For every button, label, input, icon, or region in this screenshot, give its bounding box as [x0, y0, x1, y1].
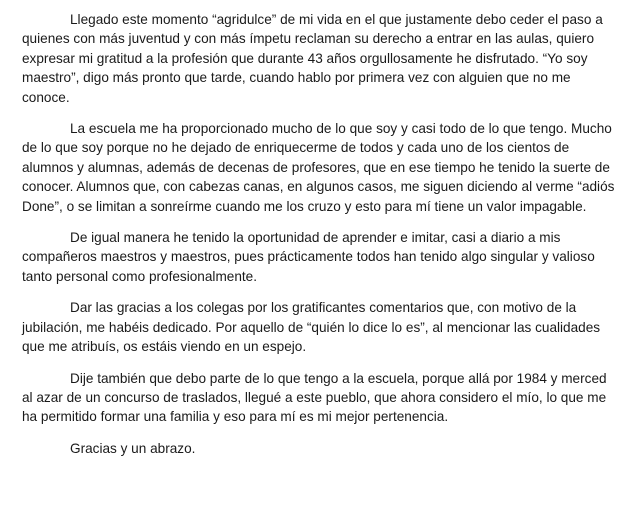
- paragraph-colleagues: De igual manera he tenido la oportunidad de aprender e imitar, casi a diario a mis compañeros maestros y maestros, pues prácticamente todos han tenido algo singular y valioso tanto personal como profesionalmente.: [22, 230, 595, 284]
- paragraph-school: La escuela me ha proporcionado mucho de lo que soy y casi todo de lo que tengo. Mucho de lo que soy porque no he dejado de enriquecerme de todos y cada uno de los cientos de alumnos y alumnas, además de decenas de profesores, que en ese tiempo he tenido la suerte de conocer. Alumnos que, con cabezas canas, en algunos casos, me siguen diciendo al verme “adiós Done”, o se limitan a sonreírme cuando me los cruzo y esto para mí tiene un valor impagable.: [22, 121, 615, 214]
- paragraph-village: Dije también que debo parte de lo que tengo a la escuela, porque allá por 1984 y merced al azar de un concurso de traslados, llegué a este pueblo, que ahora considero el mío, lo que me ha permitido formar una familia y eso para mí es mi mejor pertenencia.: [22, 370, 607, 425]
- paragraph-gratitude: Llegado este momento “agridulce” de mi vida en el que justamente debo ceder el paso a quienes con más juventud y con más ímpetu reclaman su derecho a entrar en las aulas, quiero expresar mi gratitud a la profesión que durante 43 años orgullosamente he disfrutado. “Yo soy maestro”, digo más pronto que tarde, cuando hablo por primera vez con alguien que no me conoce.: [22, 12, 603, 105]
- paragraph-closing: Gracias y un abrazo.: [70, 440, 196, 456]
- paragraph-thanks: Dar las gracias a los colegas por los gratificantes comentarios que, con motivo de la jubilación, me habéis dedicado. Por aquello de “quién lo dice lo es”, al mencionar las cualidades que me atribuís, os estáis viendo en un espejo.: [22, 300, 601, 355]
- document-body: [22, 10, 616, 458]
